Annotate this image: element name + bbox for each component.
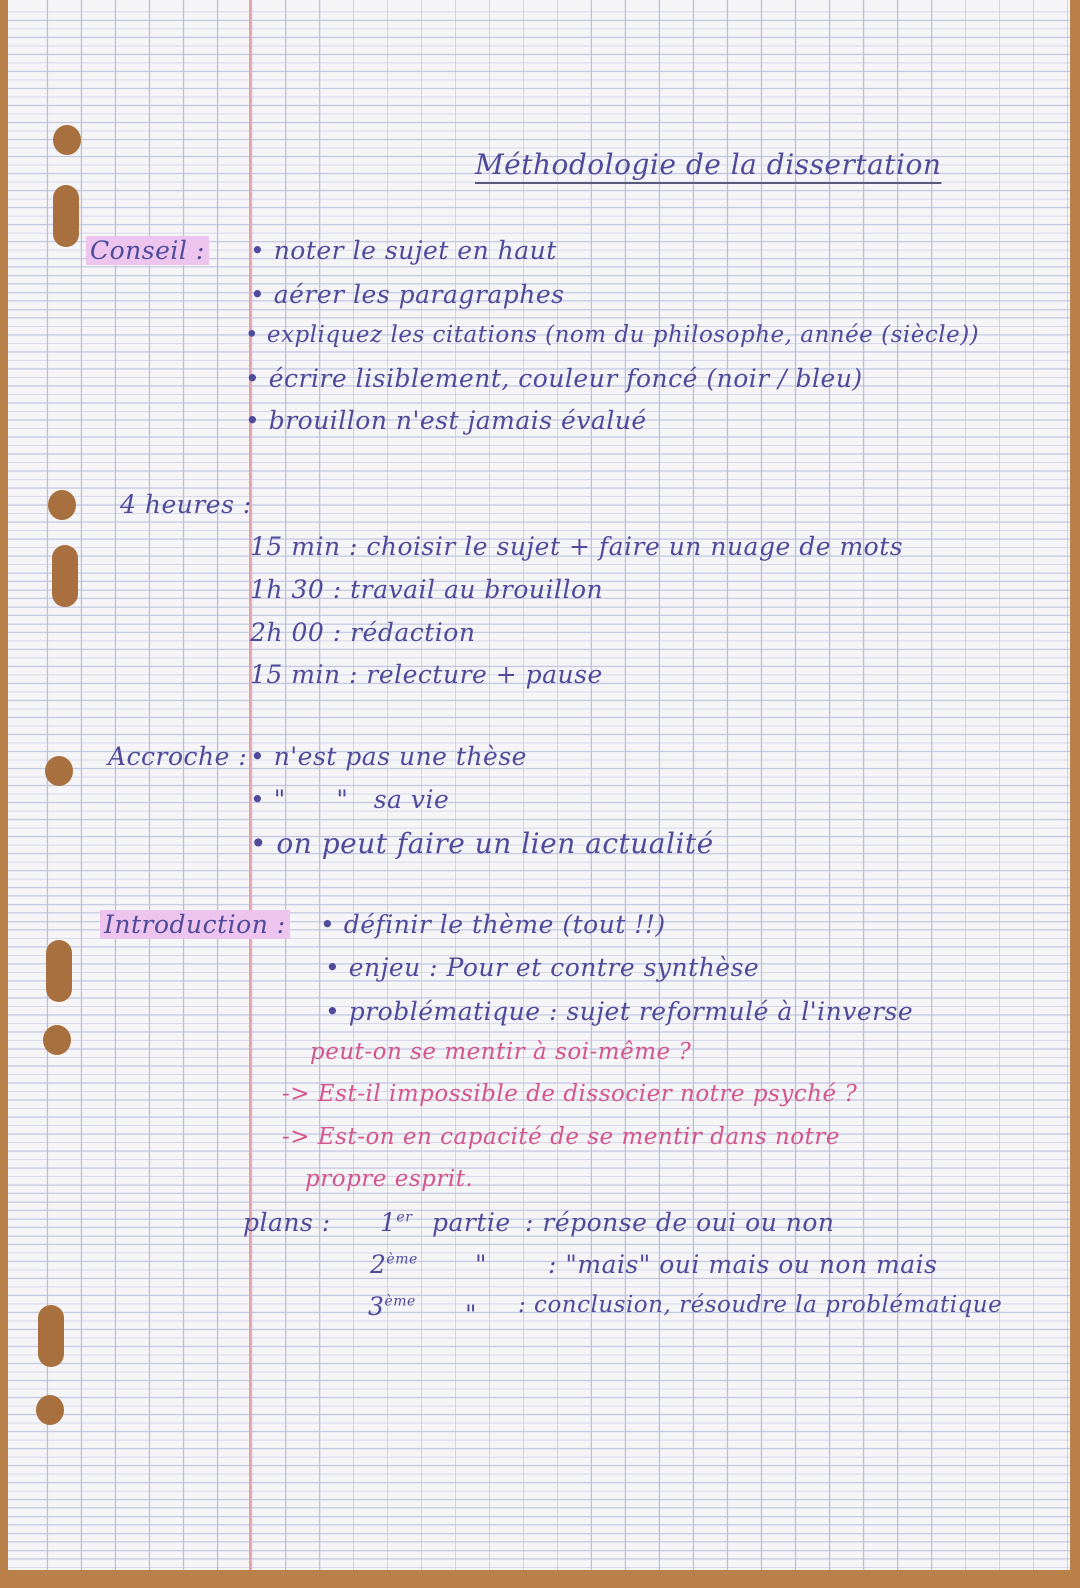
list-item: 15 min : relecture + pause <box>250 660 603 689</box>
binder-hole <box>36 1395 64 1425</box>
plan-description: : "mais" oui mais ou non mais <box>548 1250 938 1279</box>
plan-part: " <box>465 1300 477 1329</box>
example-line: peut-on se mentir à soi-même ? <box>310 1039 692 1065</box>
list-item: • écrire lisiblement, couleur foncé (noir / bleu) <box>245 364 863 393</box>
list-item: • problématique : sujet reformulé à l'inverse <box>325 997 914 1026</box>
list-item: • noter le sujet en haut <box>250 236 557 265</box>
binder-hole <box>52 545 78 607</box>
list-item: • brouillon n'est jamais évalué <box>245 406 647 435</box>
section-label-heures: 4 heures : <box>120 490 252 519</box>
binder-hole <box>53 185 79 247</box>
plan-ordinal: ème <box>384 1293 416 1310</box>
plan-description: : conclusion, résoudre la problématique <box>518 1292 1003 1318</box>
list-item: • on peut faire un lien actualité <box>250 827 714 860</box>
example-line: propre esprit. <box>305 1166 474 1192</box>
list-item: • n'est pas une thèse <box>250 742 527 771</box>
list-item: 15 min : choisir le sujet + faire un nuage de mots <box>250 532 904 561</box>
binder-hole <box>43 1025 71 1055</box>
list-item: 1h 30 : travail au brouillon <box>250 575 604 604</box>
plan-number: 3 <box>368 1292 385 1321</box>
binder-hole <box>48 490 76 520</box>
binder-hole <box>38 1305 64 1367</box>
plan-ordinal: ème <box>386 1251 418 1268</box>
plan-part: partie <box>432 1208 511 1237</box>
plan-number: 1 <box>380 1208 397 1237</box>
list-item: • définir le thème (tout !!) <box>320 910 666 939</box>
example-line: -> Est-on en capacité de se mentir dans notre <box>282 1124 840 1150</box>
plan-number: 2 <box>370 1250 387 1279</box>
section-label-conseil: Conseil : <box>86 236 209 265</box>
binder-hole <box>46 940 72 1002</box>
list-item: • enjeu : Pour et contre synthèse <box>325 953 760 982</box>
list-item: • aérer les paragraphes <box>250 280 565 309</box>
example-line: -> Est-il impossible de dissocier notre psyché ? <box>282 1081 858 1107</box>
list-item: • expliquez les citations (nom du philosophe, année (siècle)) <box>245 322 980 348</box>
section-label-introduction: Introduction : <box>100 910 290 939</box>
section-label-plans: plans : <box>243 1208 331 1237</box>
page-title: Méthodologie de la dissertation <box>475 148 942 181</box>
plan-ordinal: er <box>396 1209 413 1226</box>
plan-part: " <box>475 1250 487 1279</box>
binder-hole <box>45 756 73 786</box>
list-item: 2h 00 : rédaction <box>250 618 476 647</box>
binder-hole <box>53 125 81 155</box>
section-label-accroche: Accroche : <box>108 742 248 771</box>
list-item: • " " sa vie <box>250 785 450 814</box>
plan-description: : réponse de oui ou non <box>525 1208 835 1237</box>
